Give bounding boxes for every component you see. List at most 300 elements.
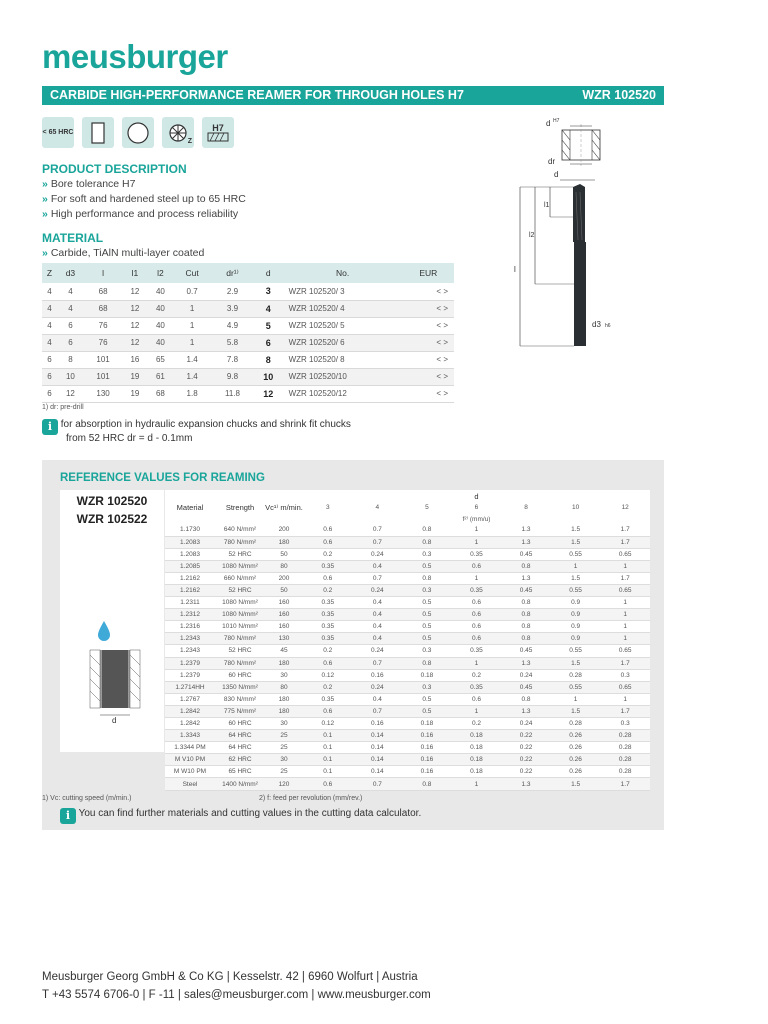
ref-cell: M V10 PM [165,754,215,766]
ref-cell: 1.2162 [165,584,215,596]
ref-footnote-2: 2) f: feed per revolution (mm/rev.) [259,795,363,802]
ref-cell: 1.2083 [165,536,215,548]
ref-cell: 0.45 [501,584,551,596]
ref-cell: 830 N/mm² [215,693,265,705]
spec-cell: 6 [42,368,57,385]
ref-col-f: f²⁾ (mm/u) [303,513,650,524]
ref-cell: 0.1 [303,766,353,778]
spec-cell: WZR 102520/10 [283,368,403,385]
reference-card [60,490,164,752]
spec-cell: 3 [254,283,283,300]
spec-cell: 101 [84,368,122,385]
ref-cell: 0.35 [452,681,502,693]
ref-cell: 0.35 [303,560,353,572]
ref-cell: 1.3 [501,572,551,584]
ref-cell: 0.1 [303,730,353,742]
spec-cell: 6 [42,351,57,368]
spec-table-row [42,351,454,368]
ref-cell: 25 [265,730,303,742]
label-d3: d3 [592,320,601,329]
ref-cell: 0.18 [452,754,502,766]
ref-cell: 0.18 [452,766,502,778]
ref-table-row [165,548,650,560]
spec-cell: 1 [173,334,211,351]
spec-cell: 101 [84,351,122,368]
spec-cell: 6 [57,334,84,351]
ref-cell: 660 N/mm² [215,572,265,584]
ref-cell: 1.7 [600,536,650,548]
ref-cell: 0.55 [551,584,601,596]
ref-cell: 0.5 [402,693,452,705]
label-l1: l1 [544,202,550,209]
ref-cell: 0.45 [501,645,551,657]
spec-cell: 61 [148,368,173,385]
ref-cell: 0.12 [303,669,353,681]
spec-cell: 12 [122,283,147,300]
ref-table-row [165,669,650,681]
ref-cell: 0.7 [353,572,403,584]
ref-cell: 52 HRC [215,548,265,560]
ref-cell: 0.8 [402,778,452,790]
ref-cell: 1.2379 [165,657,215,669]
spec-cell: 3.9 [211,300,254,317]
ref-cell: 0.2 [452,718,502,730]
spec-cell: 12 [122,317,147,334]
ref-cell: 0.3 [402,548,452,560]
spec-cell: 130 [84,385,122,402]
ref-table-row [165,633,650,645]
spec-cell: 4 [42,283,57,300]
ref-cell: 64 HRC [215,730,265,742]
spec-cell: 68 [84,300,122,317]
ref-cell: 0.28 [551,669,601,681]
ref-cell: 0.16 [402,766,452,778]
spec-cell: 12 [57,385,84,402]
ref-cell: 0.35 [303,693,353,705]
ref-cell: 160 [265,621,303,633]
spec-table-row [42,283,454,300]
ref-cell: 60 HRC [215,718,265,730]
spec-cell: 16 [122,351,147,368]
ref-cell: 1080 N/mm² [215,560,265,572]
ref-cell: 1.3 [501,524,551,536]
ref-cell: 1.5 [551,572,601,584]
ref-cell: 0.7 [353,536,403,548]
spec-cell: 40 [148,317,173,334]
ref-cell: 0.24 [353,681,403,693]
spec-cell: WZR 102520/ 6 [283,334,403,351]
ref-cell: 0.5 [402,609,452,621]
ref-cell: 1.5 [551,705,601,717]
ref-cell: 0.26 [551,754,601,766]
material-item: » Carbide, TiAlN multi-layer coated [42,247,205,259]
spec-table-row [42,317,454,334]
reference-heading: REFERENCE VALUES FOR REAMING [60,472,265,484]
ref-cell: 60 HRC [215,669,265,681]
ref-table-row [165,621,650,633]
info-icon: i [60,808,76,824]
spec-cell: 68 [84,283,122,300]
reamer-drawing [510,112,660,362]
ref-cell: 1.3 [501,536,551,548]
ref-cell: 0.5 [402,633,452,645]
ref-col-strength: Strength [215,490,265,524]
ref-cell: 0.2 [303,681,353,693]
ref-cell: 0.28 [600,742,650,754]
spec-cell: 7.8 [211,351,254,368]
ref-cell: 0.6 [303,572,353,584]
spec-cell: 4 [42,317,57,334]
col-dr: dr¹⁾ [211,263,254,283]
spec-cell: 76 [84,317,122,334]
ref-cell: 1.3344 PM [165,742,215,754]
ref-cell: 45 [265,645,303,657]
ref-cell: 1.5 [551,524,601,536]
ref-cell: 1 [600,621,650,633]
ref-cell: 1.7 [600,572,650,584]
ref-cell: 0.18 [452,742,502,754]
ref-footnote-1: 1) Vc: cutting speed (m/min.) [42,795,132,802]
ref-cell: 160 [265,609,303,621]
ref-cell: 1 [452,572,502,584]
ref-cell: 1 [452,657,502,669]
ref-cell: 180 [265,536,303,548]
ref-table-row [165,754,650,766]
svg-text:h6: h6 [605,323,611,329]
ref-cell: 0.4 [353,609,403,621]
ref-cell: 1 [600,633,650,645]
ref-cell: 0.1 [303,742,353,754]
spec-cell: 40 [148,334,173,351]
ref-cell: 0.6 [452,633,502,645]
ref-diameter-header: 3 [303,502,353,513]
ref-table-row [165,560,650,572]
spec-cell: WZR 102520/ 4 [283,300,403,317]
ref-table-row [165,730,650,742]
spec-cell: < > [403,351,454,368]
ref-diameter-header: 6 [452,502,502,513]
ref-cell: 0.7 [353,657,403,669]
spec-cell: 19 [122,368,147,385]
ref-diameter-header: 12 [600,502,650,513]
description-item: » For soft and hardened steel up to 65 HRC [42,193,246,205]
spec-cell: WZR 102520/ 3 [283,283,403,300]
ref-cell: 0.24 [353,645,403,657]
col-no: No. [283,263,403,283]
ref-cell: 0.2 [452,669,502,681]
spec-cell: 4 [42,300,57,317]
ref-cell: 30 [265,669,303,681]
ref-cell: 0.9 [551,597,601,609]
ref-cell: 1.2085 [165,560,215,572]
spec-cell: 40 [148,283,173,300]
ref-cell: 1.3 [501,657,551,669]
description-item: » Bore tolerance H7 [42,178,136,190]
ref-cell: 0.3 [402,681,452,693]
ref-cell: 200 [265,572,303,584]
ref-cell: 0.18 [402,669,452,681]
ref-cell: 1.2311 [165,597,215,609]
ref-table-row [165,645,650,657]
label-dh7: d [546,119,551,128]
ref-cell: 775 N/mm² [215,705,265,717]
ref-cell: 0.4 [353,693,403,705]
ref-cell: 50 [265,548,303,560]
product-description-heading: PRODUCT DESCRIPTION [42,162,187,176]
description-item: » High performance and process reliability [42,208,239,220]
footer-contact: T +43 5574 6706-0 | F -11 | sales@meusburger.com | www.meusburger.com [42,989,431,1001]
spec-cell: 12 [254,385,283,402]
spec-cell: 9.8 [211,368,254,385]
title-bar [42,86,664,105]
spec-cell: 65 [148,351,173,368]
ref-cell: 1.5 [551,536,601,548]
spec-cell: 1 [173,317,211,334]
spec-cell: 8 [254,351,283,368]
spec-cell: 1 [173,300,211,317]
spec-cell: 4 [57,283,84,300]
label-l2: l2 [529,232,535,239]
ref-cell: 0.26 [551,742,601,754]
spec-cell: WZR 102520/12 [283,385,403,402]
spec-table-row [42,300,454,317]
ref-cell: 0.7 [353,524,403,536]
ref-cell: 0.35 [452,645,502,657]
col-l2: l2 [148,263,173,283]
col-d3: d3 [57,263,84,283]
spec-cell: 1.4 [173,368,211,385]
ref-cell: 640 N/mm² [215,524,265,536]
ref-cell: 0.3 [600,669,650,681]
ref-cell: 0.35 [303,621,353,633]
spec-cell: 0.7 [173,283,211,300]
ref-cell: M W10 PM [165,766,215,778]
ref-cell: 180 [265,693,303,705]
spec-cell: < > [403,385,454,402]
material-heading: MATERIAL [42,231,104,245]
ref-col-material: Material [165,490,215,524]
spec-cell: 12 [122,334,147,351]
ref-cell: 0.12 [303,718,353,730]
ref-cell: 1 [452,524,502,536]
ref-cell: 30 [265,754,303,766]
ref-cell: 0.24 [353,584,403,596]
info-note [42,419,351,444]
spec-cell: 76 [84,334,122,351]
ref-cell: 0.9 [551,609,601,621]
ref-cell: 0.3 [402,584,452,596]
spec-cell: 4 [42,334,57,351]
ref-cell: 0.35 [452,584,502,596]
ref-cell: 0.7 [353,705,403,717]
ref-diameter-header: 5 [402,502,452,513]
spec-cell: 10 [254,368,283,385]
spec-cell: 4 [254,300,283,317]
spec-cell: 10 [57,368,84,385]
ref-cell: 0.24 [501,718,551,730]
info-icon: i [42,419,58,435]
spec-cell: 1.8 [173,385,211,402]
col-d: d [254,263,283,283]
ref-cell: 80 [265,560,303,572]
ref-cell: 1 [600,597,650,609]
spec-cell: < > [403,368,454,385]
ref-cell: 0.16 [402,754,452,766]
ref-cell: 0.65 [600,548,650,560]
ref-diameter-header: 10 [551,502,601,513]
ref-cell: 1.2162 [165,572,215,584]
spec-cell: WZR 102520/ 8 [283,351,403,368]
ref-cell: 0.14 [353,730,403,742]
ref-cell: 0.5 [402,597,452,609]
ref-table-row [165,705,650,717]
ref-cell: 1.1730 [165,524,215,536]
ref-cell: 0.6 [452,597,502,609]
ref-cell: 1080 N/mm² [215,609,265,621]
ref-cell: 0.7 [353,778,403,790]
h7-tolerance-icon: H7 [202,117,234,148]
ref-cell: 0.18 [402,718,452,730]
ref-cell: 130 [265,633,303,645]
ref-cell: 62 HRC [215,754,265,766]
spec-cell: < > [403,283,454,300]
spec-cell: 2.9 [211,283,254,300]
info-line1: for absorption in hydraulic expansion chucks and shrink fit chucks [60,419,351,430]
ref-cell: 0.28 [600,730,650,742]
ref-col-vc: Vc¹⁾ m/min. [265,490,303,524]
ref-cell: 780 N/mm² [215,633,265,645]
spec-cell: 1.4 [173,351,211,368]
spec-table-row [42,334,454,351]
ref-cell: 0.28 [551,718,601,730]
ref-cell: 1 [452,778,502,790]
spec-cell: 12 [122,300,147,317]
ref-cell: 0.6 [303,705,353,717]
ref-cell: 0.6 [303,524,353,536]
ref-cell: 0.5 [402,560,452,572]
ref-cell: 30 [265,718,303,730]
page-title: CARBIDE HIGH-PERFORMANCE REAMER FOR THROUGH HOLES H7 [50,88,464,102]
spec-table [42,263,454,403]
ref-cell: 0.6 [452,693,502,705]
flutes-z-icon: Z [162,117,194,148]
ref-cell: 1.2714HH [165,681,215,693]
ref-cell: 0.1 [303,754,353,766]
ref-cell: 1.5 [551,778,601,790]
col-eur: EUR [403,263,454,283]
ref-cell: 0.6 [303,778,353,790]
ref-cell: 0.8 [501,621,551,633]
ref-table-row [165,609,650,621]
ref-cell: 1.2312 [165,609,215,621]
ref-cell: 1 [551,560,601,572]
ref-cell: 0.8 [402,572,452,584]
ref-cell: 1.3 [501,778,551,790]
ref-cell: 0.55 [551,645,601,657]
ref-cell: 0.9 [551,633,601,645]
ref-cell: 780 N/mm² [215,536,265,548]
ref-cell: 0.3 [402,645,452,657]
spec-cell: < > [403,334,454,351]
spec-cell: 5 [254,317,283,334]
ref-cell: 1.7 [600,524,650,536]
ref-cell: 0.8 [402,536,452,548]
reference-code-2: WZR 102522 [76,512,148,526]
ref-cell: 1 [600,560,650,572]
ref-cell: 0.26 [551,730,601,742]
ref-cell: 0.16 [402,730,452,742]
ref-cell: 65 HRC [215,766,265,778]
ref-cell: 0.22 [501,754,551,766]
ref-cell: 0.4 [353,633,403,645]
ref-table-row [165,657,650,669]
ref-cell: 1 [452,705,502,717]
spec-cell: 11.8 [211,385,254,402]
ref-cell: 52 HRC [215,584,265,596]
spec-table-row [42,368,454,385]
ref-cell: 1.2343 [165,645,215,657]
ref-cell: 0.5 [402,705,452,717]
ref-diameter-header: 4 [353,502,403,513]
ref-cell: 160 [265,597,303,609]
label-d: d [554,170,559,179]
ref-table-row [165,766,650,778]
spec-cell: 68 [148,385,173,402]
ref-cell: 0.9 [551,621,601,633]
ref-cell: 780 N/mm² [215,657,265,669]
ref-info-text: You can find further materials and cutting values in the cutting data calculator. [78,808,422,819]
ref-cell: 25 [265,766,303,778]
info-line2: from 52 HRC dr = d - 0.1mm [66,433,193,444]
ref-table-row [165,584,650,596]
ref-cell: 0.35 [303,633,353,645]
ref-cell: 1.2767 [165,693,215,705]
reference-table [165,490,650,791]
ref-cell: 0.6 [452,609,502,621]
label-dr: dr [548,157,556,166]
ref-cell: 0.55 [551,548,601,560]
ref-table-row [165,778,650,790]
ref-cell: 0.8 [402,657,452,669]
ref-table-row [165,681,650,693]
spec-footnote: 1) dr: pre-drill [42,404,84,411]
ref-cell: 1.2343 [165,633,215,645]
reference-code-1: WZR 102520 [76,494,148,508]
ref-cell: 1.2083 [165,548,215,560]
product-code: WZR 102520 [582,88,656,102]
ref-table-row [165,524,650,536]
ref-cell: 0.65 [600,584,650,596]
ref-cell: 0.22 [501,766,551,778]
ref-cell: 0.18 [452,730,502,742]
ref-cell: 1.7 [600,705,650,717]
ref-cell: 0.2 [303,645,353,657]
ref-cell: 0.14 [353,766,403,778]
spec-table-row [42,385,454,402]
ref-cell: 0.4 [353,597,403,609]
ref-cell: 0.16 [402,742,452,754]
ref-cell: 1 [551,693,601,705]
ref-cell: 0.6 [303,536,353,548]
ref-cell: 1010 N/mm² [215,621,265,633]
ref-table-row [165,572,650,584]
spec-cell: 6 [254,334,283,351]
ref-cell: 0.22 [501,742,551,754]
spec-table-header [42,263,454,283]
ref-cell: 0.6 [452,560,502,572]
reaming-illustration [82,615,152,725]
spec-cell: 8 [57,351,84,368]
